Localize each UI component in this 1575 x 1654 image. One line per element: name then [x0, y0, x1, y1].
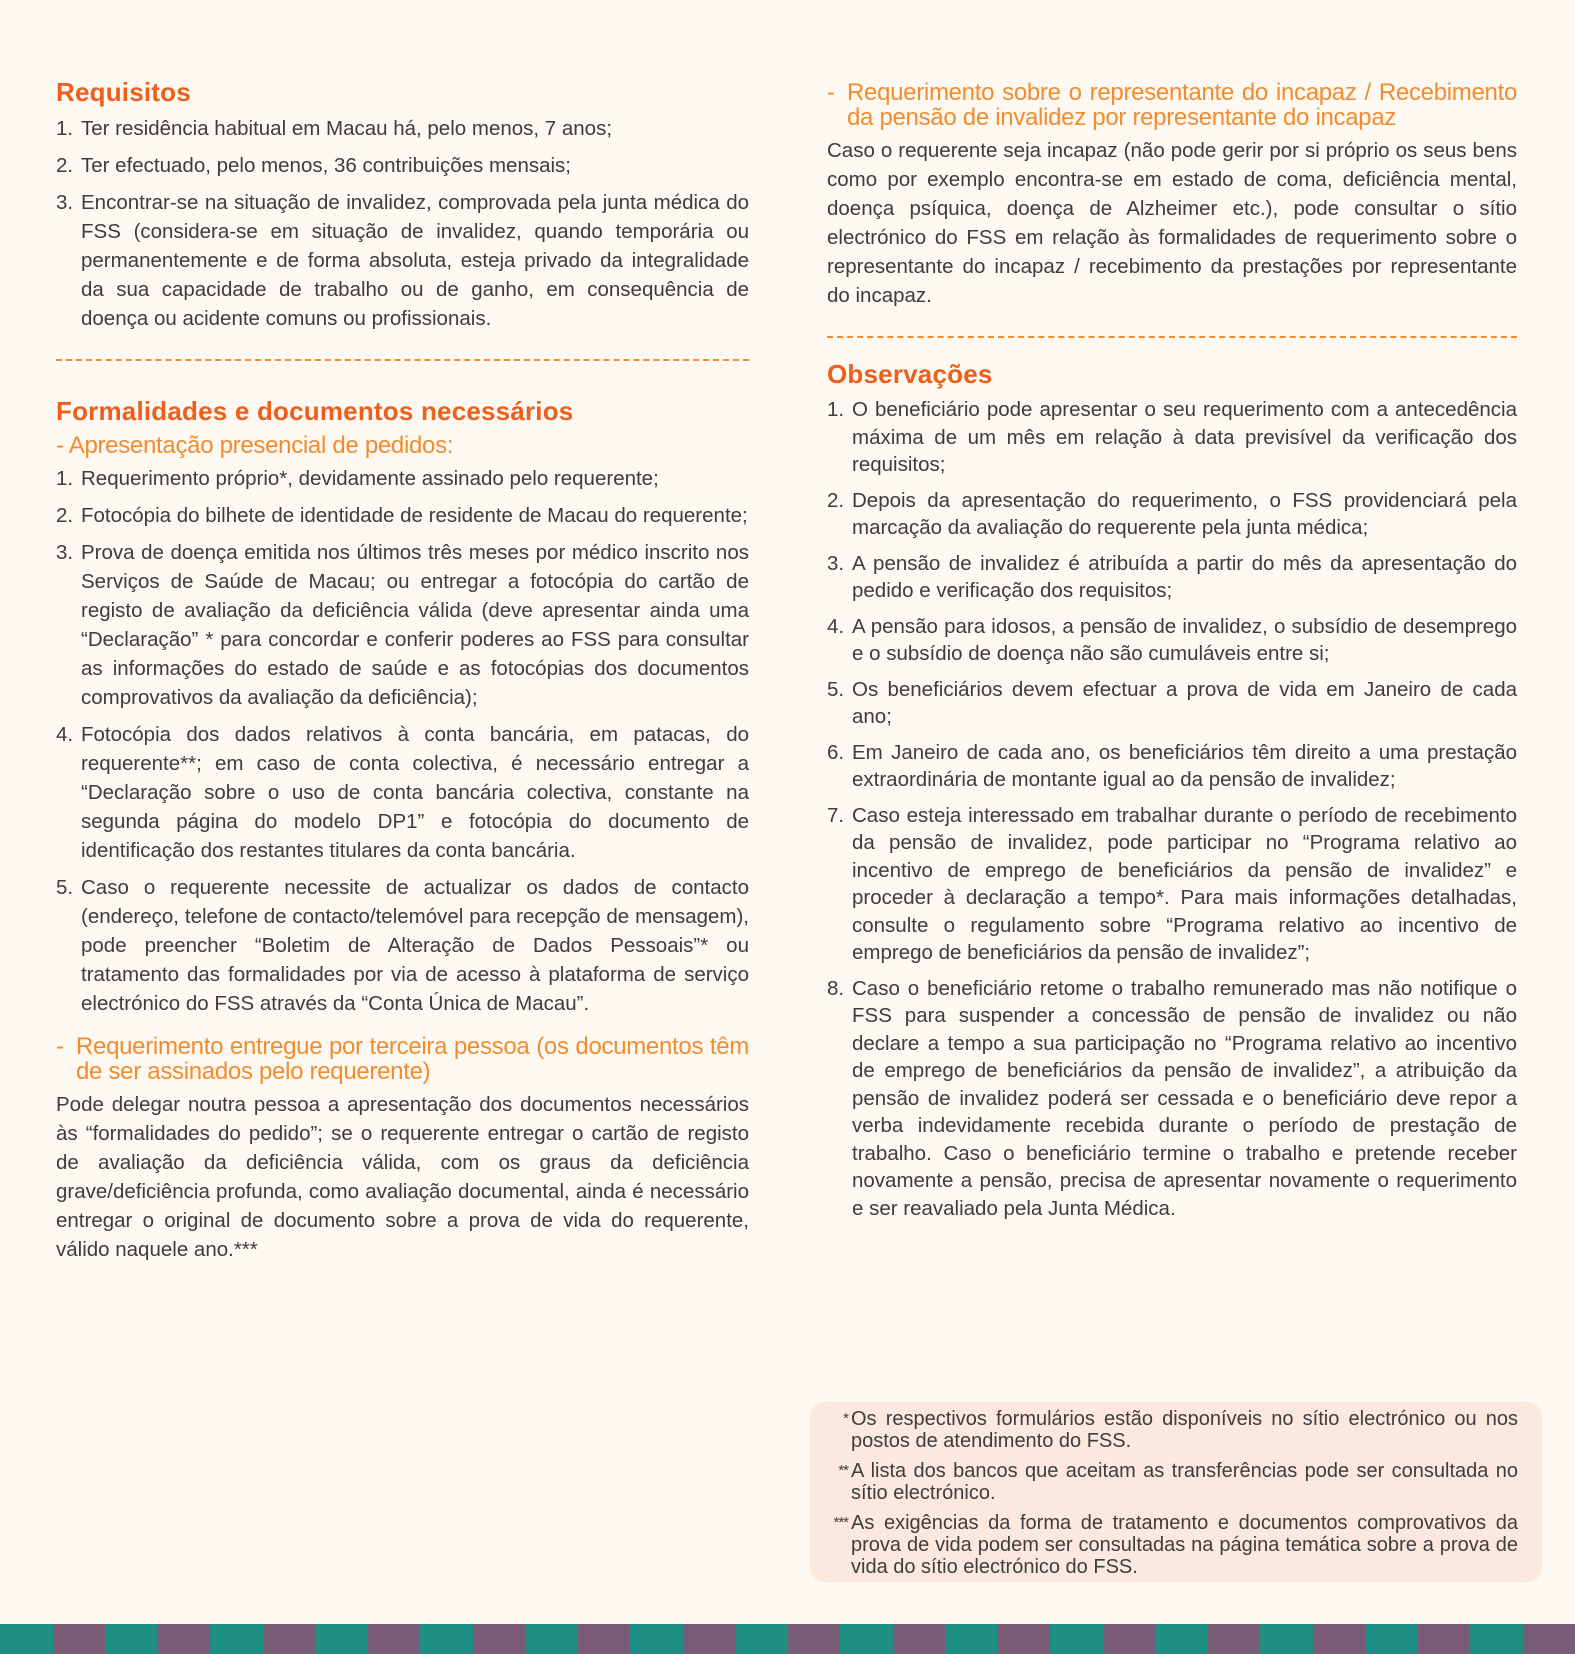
stripe-block — [1050, 1624, 1103, 1654]
list-item: 5. Caso o requerente necessite de actualizar os dados de contacto (endereço, telefone de contacto/telemóvel para recepção de mensagem), pode preencher “Boletim de Alteração de Dados Pessoais”* ou tratamento das formalidades por via de acesso à plataforma de serviço electrónico do FSS através da “Conta Única de Macau”. — [56, 876, 749, 1015]
observacoes-list — [827, 396, 1517, 1222]
list-item: 4. A pensão para idosos, a pensão de invalidez, o subsídio de desemprego e o subsídio de doença não são cumuláveis entre si; — [827, 614, 1517, 665]
stripe-block — [1365, 1624, 1418, 1654]
stripe-block — [368, 1624, 421, 1654]
terceira-subheading: - Requerimento entregue por terceira pessoa (os documentos têm de ser assinados pelo requerente) — [56, 1033, 749, 1085]
stripe-block — [1418, 1624, 1471, 1654]
stripe-block — [893, 1624, 946, 1654]
stripe-block — [263, 1624, 316, 1654]
decorative-stripe — [0, 1624, 1575, 1654]
list-item: 1. O beneficiário pode apresentar o seu requerimento com a antecedência máxima de um mês em relação à data previsível da verificação dos requisitos; — [827, 398, 1517, 476]
stripe-block — [1103, 1624, 1156, 1654]
stripe-block — [1208, 1624, 1261, 1654]
stripe-block — [420, 1624, 473, 1654]
stripe-block — [630, 1624, 683, 1654]
stripe-block — [158, 1624, 211, 1654]
left-column — [56, 76, 749, 1264]
stripe-block — [53, 1624, 106, 1654]
stripe-block — [735, 1624, 788, 1654]
list-item: 2. Ter efectuado, pelo menos, 36 contribuições mensais; — [56, 154, 571, 177]
requisitos-heading: Requisitos — [56, 77, 191, 107]
stripe-block — [1155, 1624, 1208, 1654]
stripe-block — [525, 1624, 578, 1654]
stripe-block — [1523, 1624, 1575, 1654]
stripe-block — [998, 1624, 1051, 1654]
requisitos-list — [56, 114, 749, 333]
list-item: 2. Fotocópia do bilhete de identidade de residente de Macau do requerente; — [56, 504, 748, 527]
stripe-block — [105, 1624, 158, 1654]
right-column — [827, 76, 1517, 1230]
stripe-block — [578, 1624, 631, 1654]
list-item: 4. Fotocópia dos dados relativos à conta bancária, em patacas, do requerente**; em caso de conta colectiva, é necessário entregar a “Declaração sobre o uso de conta bancária colectiva, constante na segunda página do modelo DP1” e fotocópia do documento de identificação dos restantes titulares da conta bancária. — [56, 723, 749, 862]
list-item: 1. Ter residência habitual em Macau há, pelo menos, 7 anos; — [56, 117, 613, 140]
footnote: * Os respectivos formulários estão disponíveis no sítio electrónico ou nos postos de atendimento do FSS. — [843, 1408, 1518, 1452]
stripe-block — [315, 1624, 368, 1654]
incapaz-subheading: - Requerimento sobre o representante do incapaz / Recebimento da pensão de invalidez por representante do incapaz — [827, 79, 1517, 131]
stripe-block — [683, 1624, 736, 1654]
list-item: 3. Encontrar-se na situação de invalidez, comprovada pela junta médica do FSS (considera-se em situação de invalidez, quando temporária ou permanentemente e de forma absoluta, esteja privado da integralidade da sua capacidade de trabalho ou de ganho, em consequência de doença ou acidente comuns ou profissionais. — [56, 191, 749, 330]
stripe-block — [0, 1624, 53, 1654]
footnote: *** As exigências da forma de tratamento e documentos comprovativos da prova de vida podem ser consultadas na página temática sobre a prova de vida do sítio electrónico do FSS. — [833, 1512, 1518, 1578]
observacoes-heading: Observações — [827, 359, 993, 389]
footnotes-box — [810, 1402, 1542, 1582]
presencial-subheading: - Apresentação presencial de pedidos: — [56, 432, 454, 459]
list-item: 1. Requerimento próprio*, devidamente assinado pelo requerente; — [56, 467, 659, 490]
list-item: 2. Depois da apresentação do requerimento, o FSS providenciará pela marcação da avaliação do requerente pela junta médica; — [827, 488, 1517, 539]
stripe-block — [840, 1624, 893, 1654]
stripe-block — [945, 1624, 998, 1654]
terceira-paragraph: Pode delegar noutra pessoa a apresentação dos documentos necessários às “formalidades do pedido”; se o requerente entregar o cartão de registo de avaliação da deficiência válida, com os graus da deficiência grave/deficiência profunda, como avaliação documental, ainda é necessário entregar o original de documento sobre a prova de vida do requerente, válido naquele ano.*** — [56, 1093, 749, 1261]
presencial-list — [56, 464, 749, 1018]
stripe-block — [1260, 1624, 1313, 1654]
formalidades-heading: Formalidades e documentos necessários — [56, 396, 574, 426]
stripe-block — [210, 1624, 263, 1654]
list-item: 8. Caso o beneficiário retome o trabalho remunerado mas não notifique o FSS para suspender a concessão de pensão de invalidez ou não declare a tempo a sua participação no “Programa relativo ao incentivo de emprego de beneficiários da pensão de invalidez”, a atribuição da pensão de invalidez poderá ser cessada e o beneficiário deve repor a verba indevidamente recebida durante o período de prestação de trabalho. Caso o beneficiário termine o trabalho e pretende receber novamente a pensão, precisa de apresentar novamente o requerimento e ser reavaliado pela Junta Médica. — [827, 976, 1517, 1220]
list-item: 6. Em Janeiro de cada ano, os beneficiários têm direito a uma prestação extraordinária de montante igual ao da pensão de invalidez; — [827, 740, 1517, 791]
section-divider — [56, 359, 749, 361]
stripe-block — [473, 1624, 526, 1654]
list-item: 3. A pensão de invalidez é atribuída a partir do mês da apresentação do pedido e verificação dos requisitos; — [827, 551, 1517, 602]
list-item: 3. Prova de doença emitida nos últimos três meses por médico inscrito nos Serviços de Saúde de Macau; ou entregar a fotocópia do cartão de registo de avaliação da deficiência válida (deve apresentar ainda uma “Declaração” * para concordar e conferir poderes ao FSS para consultar as informações do estado de saúde e as fotocópias dos documentos comprovativos da avaliação da deficiência); — [56, 541, 749, 709]
section-divider — [827, 336, 1517, 338]
list-item: 5. Os beneficiários devem efectuar a prova de vida em Janeiro de cada ano; — [827, 677, 1517, 728]
list-item: 7. Caso esteja interessado em trabalhar durante o período de recebimento da pensão de invalidez, pode participar no “Programa relativo ao incentivo de emprego de beneficiários da pensão de invalidez” e proceder à declaração a tempo*. Para mais informações detalhadas, consulte o regulamento sobre “Programa relativo ao incentivo de emprego de beneficiários da pensão de invalidez”; — [827, 803, 1517, 964]
stripe-block — [788, 1624, 841, 1654]
footnote: ** A lista dos bancos que aceitam as transferências pode ser consultada no sítio electrónico. — [838, 1460, 1518, 1504]
stripe-block — [1470, 1624, 1523, 1654]
stripe-block — [1313, 1624, 1366, 1654]
incapaz-paragraph: Caso o requerente seja incapaz (não pode gerir por si próprio os seus bens como por exemplo encontra-se em estado de coma, deficiência mental, doença psíquica, doença de Alzheimer etc.), pode consultar o sítio electrónico do FSS em relação às formalidades de requerimento sobre o representante do incapaz / recebimento da prestações por representante do incapaz. — [827, 139, 1517, 307]
